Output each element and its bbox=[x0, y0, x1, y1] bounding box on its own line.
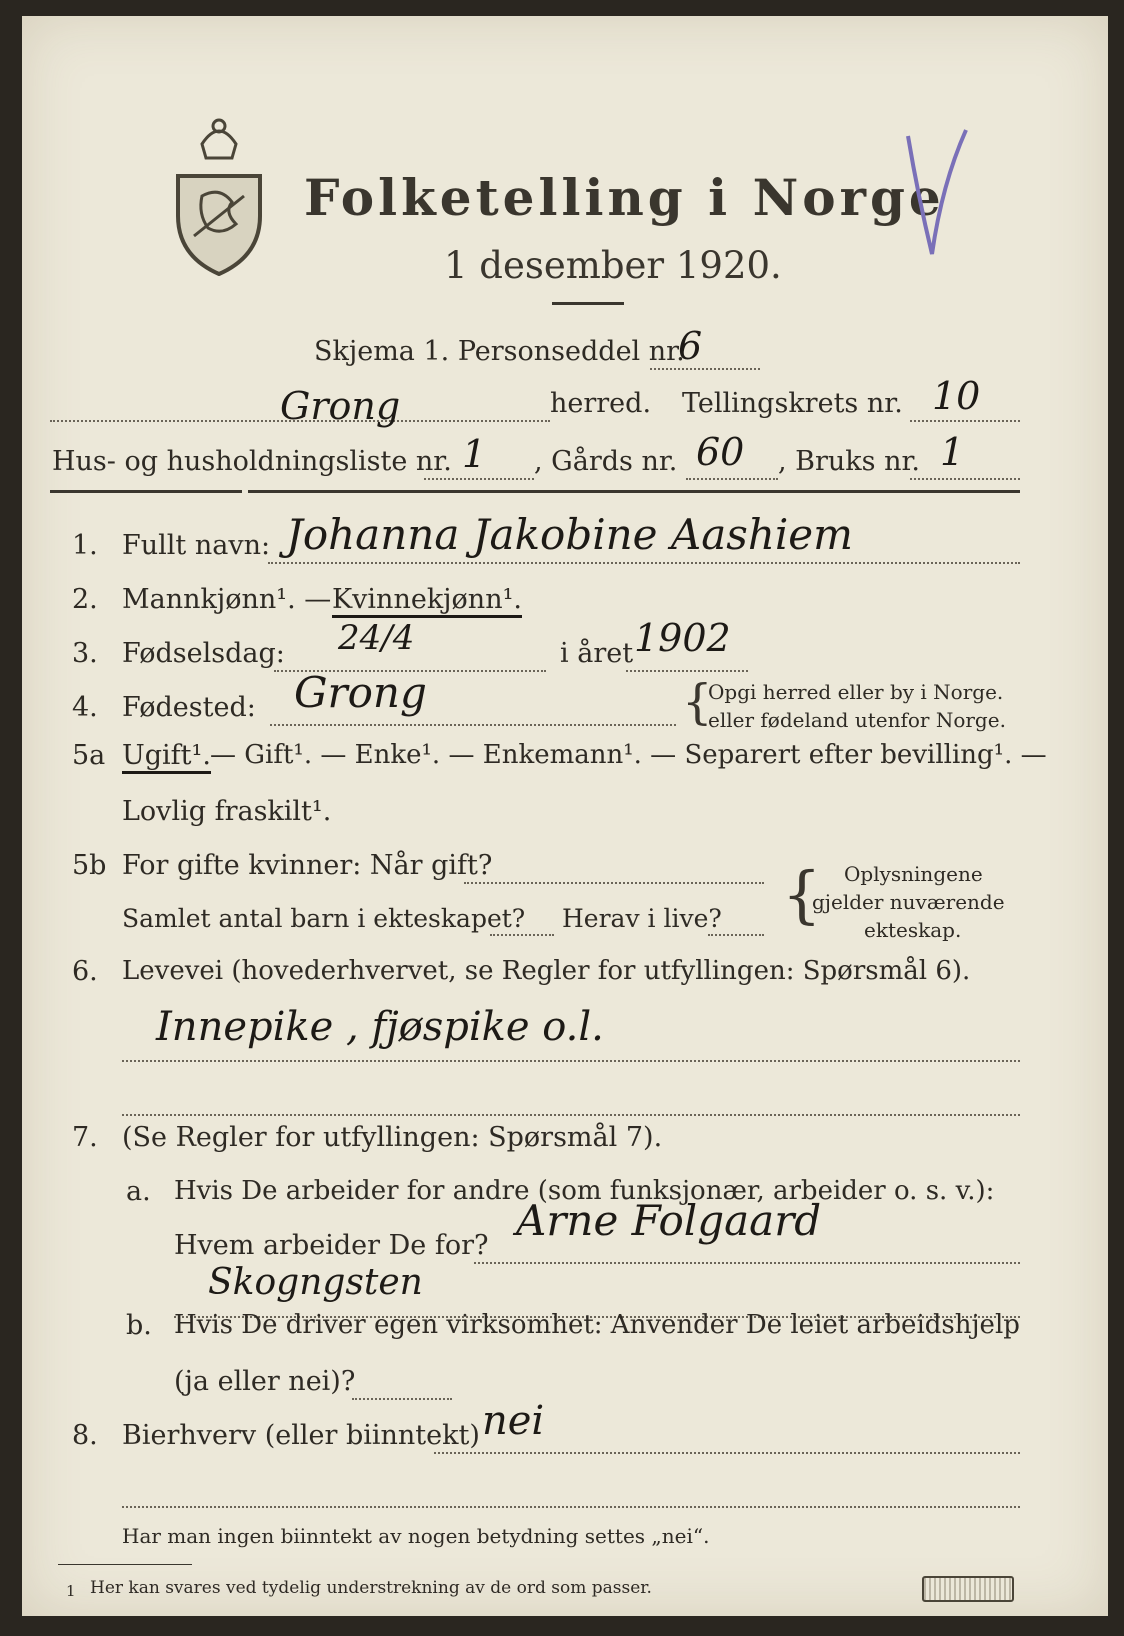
coat-of-arms-icon bbox=[172, 116, 267, 276]
q1-label: Fullt navn: bbox=[122, 530, 271, 561]
q6-number: 6. bbox=[72, 956, 98, 987]
q5b-note-2: gjelder nuværende bbox=[812, 890, 1005, 914]
schema-label: Skjema 1. Personseddel nr. bbox=[314, 336, 685, 367]
q2-male-option: Mannkjønn¹. — bbox=[122, 584, 332, 615]
q1-line bbox=[268, 562, 1020, 564]
footnote-text: Her kan svares ved tydelig understrekning av de ord som passer. bbox=[90, 1578, 652, 1598]
bruks-line bbox=[910, 478, 1020, 480]
bruks-label: , Bruks nr. bbox=[778, 446, 921, 477]
q7a-letter: a. bbox=[126, 1176, 151, 1207]
q5a-number: 5a bbox=[72, 740, 106, 771]
q5b-line-3 bbox=[708, 934, 764, 936]
schema-nr-line bbox=[650, 368, 760, 370]
krets-label: Tellingskrets nr. bbox=[682, 388, 903, 419]
q4-label: Fødested: bbox=[122, 692, 256, 723]
form-date: 1 desember 1920. bbox=[444, 244, 782, 287]
q7b-line bbox=[352, 1398, 452, 1400]
q5b-label-1: For gifte kvinner: Når gift? bbox=[122, 850, 493, 881]
form-title: Folketelling i Norge bbox=[304, 168, 945, 227]
q8-number: 8. bbox=[72, 1420, 98, 1451]
q5b-label-2: Samlet antal barn i ekteskapet? bbox=[122, 904, 526, 933]
herred-label: herred. bbox=[550, 388, 652, 419]
q6-line-1 bbox=[122, 1060, 1020, 1062]
q5b-line-1 bbox=[464, 882, 764, 884]
footnote-mark: 1 bbox=[66, 1582, 76, 1600]
census-form-sheet bbox=[22, 16, 1108, 1616]
q5b-line-2 bbox=[490, 934, 554, 936]
q4-value: Grong bbox=[294, 668, 427, 717]
bruks-nr-value: 1 bbox=[940, 430, 965, 474]
q4-number: 4. bbox=[72, 692, 98, 723]
q5b-note-3: ekteskap. bbox=[864, 918, 962, 942]
hus-label: Hus- og husholdningsliste nr. bbox=[52, 446, 452, 477]
q5a-other-options: — Gift¹. — Enke¹. — Enkemann¹. — Separert efter bevilling¹. — bbox=[210, 740, 1047, 770]
printer-stamp bbox=[922, 1576, 1014, 1602]
q4-note-2: eller fødeland utenfor Norge. bbox=[708, 708, 1006, 732]
q8-line-2 bbox=[122, 1506, 1020, 1508]
q7-number: 7. bbox=[72, 1122, 98, 1153]
q7b-label-2: (ja eller nei)? bbox=[174, 1366, 356, 1397]
q6-line-2 bbox=[122, 1114, 1020, 1116]
q2-number: 2. bbox=[72, 584, 98, 615]
q3-year-value: 1902 bbox=[634, 616, 731, 660]
q7-label: (Se Regler for utfyllingen: Spørsmål 7). bbox=[122, 1122, 663, 1153]
gards-nr-value: 60 bbox=[696, 430, 745, 474]
q8-value: nei bbox=[482, 1398, 545, 1444]
form-note: Har man ingen biinntekt av nogen betydning settes „nei“. bbox=[122, 1524, 710, 1548]
header-rule-left bbox=[50, 490, 242, 493]
krets-nr-value: 10 bbox=[932, 374, 981, 418]
q8-line bbox=[434, 1452, 1020, 1454]
hus-line bbox=[424, 478, 534, 480]
q4-brace: { bbox=[682, 674, 713, 730]
q7a-label-2: Hvem arbeider De for? bbox=[174, 1230, 489, 1261]
schema-nr-value: 6 bbox=[678, 324, 703, 368]
q7a-label: Hvis De arbeider for andre (som funksjonær, arbeider o. s. v.): bbox=[174, 1176, 995, 1206]
q5a-ugift-option: Ugift¹. bbox=[122, 740, 211, 774]
q7b-letter: b. bbox=[126, 1310, 152, 1341]
q4-line bbox=[270, 724, 676, 726]
q3-year-label: i året bbox=[560, 638, 634, 669]
q7a-value-2: Skogngsten bbox=[208, 1262, 423, 1303]
q4-note-1: Opgi herred eller by i Norge. bbox=[708, 680, 1004, 704]
q3-year-line bbox=[626, 670, 748, 672]
q3-label: Fødselsdag: bbox=[122, 638, 285, 669]
q2-female-option: Kvinnekjønn¹. bbox=[332, 584, 522, 618]
q1-value: Johanna Jakobine Aashiem bbox=[286, 510, 853, 559]
q7a-value: Arne Folgaard bbox=[516, 1196, 822, 1245]
q6-label: Levevei (hovederhvervet, se Regler for utfyllingen: Spørsmål 6). bbox=[122, 956, 971, 986]
q1-number: 1. bbox=[72, 530, 98, 561]
krets-line bbox=[910, 420, 1020, 422]
q6-value: Innepike , fjøspike o.l. bbox=[156, 1004, 604, 1050]
q5b-note-1: Oplysningene bbox=[844, 862, 983, 886]
hus-nr-value: 1 bbox=[462, 432, 487, 476]
q7b-label: Hvis De driver egen virksomhet: Anvender De leiet arbeidshjelp bbox=[174, 1310, 1020, 1340]
q8-label: Bierhverv (eller biinntekt) bbox=[122, 1420, 480, 1451]
gards-label: , Gårds nr. bbox=[534, 446, 678, 477]
pencil-check-mark-icon bbox=[902, 126, 972, 266]
q3-number: 3. bbox=[72, 638, 98, 669]
gards-line bbox=[686, 478, 778, 480]
header-rule-right bbox=[248, 490, 1020, 493]
q5a-line-2: Lovlig fraskilt¹. bbox=[122, 796, 332, 827]
q7a-line-1 bbox=[474, 1262, 1020, 1264]
title-divider bbox=[552, 302, 624, 305]
herred-value: Grong bbox=[280, 384, 401, 428]
q5b-number: 5b bbox=[72, 850, 107, 881]
q5b-label-3: Herav i live? bbox=[562, 904, 722, 933]
q5b-brace: { bbox=[782, 858, 822, 931]
q3-value: 24/4 bbox=[338, 618, 415, 658]
footnote-rule bbox=[58, 1564, 192, 1565]
